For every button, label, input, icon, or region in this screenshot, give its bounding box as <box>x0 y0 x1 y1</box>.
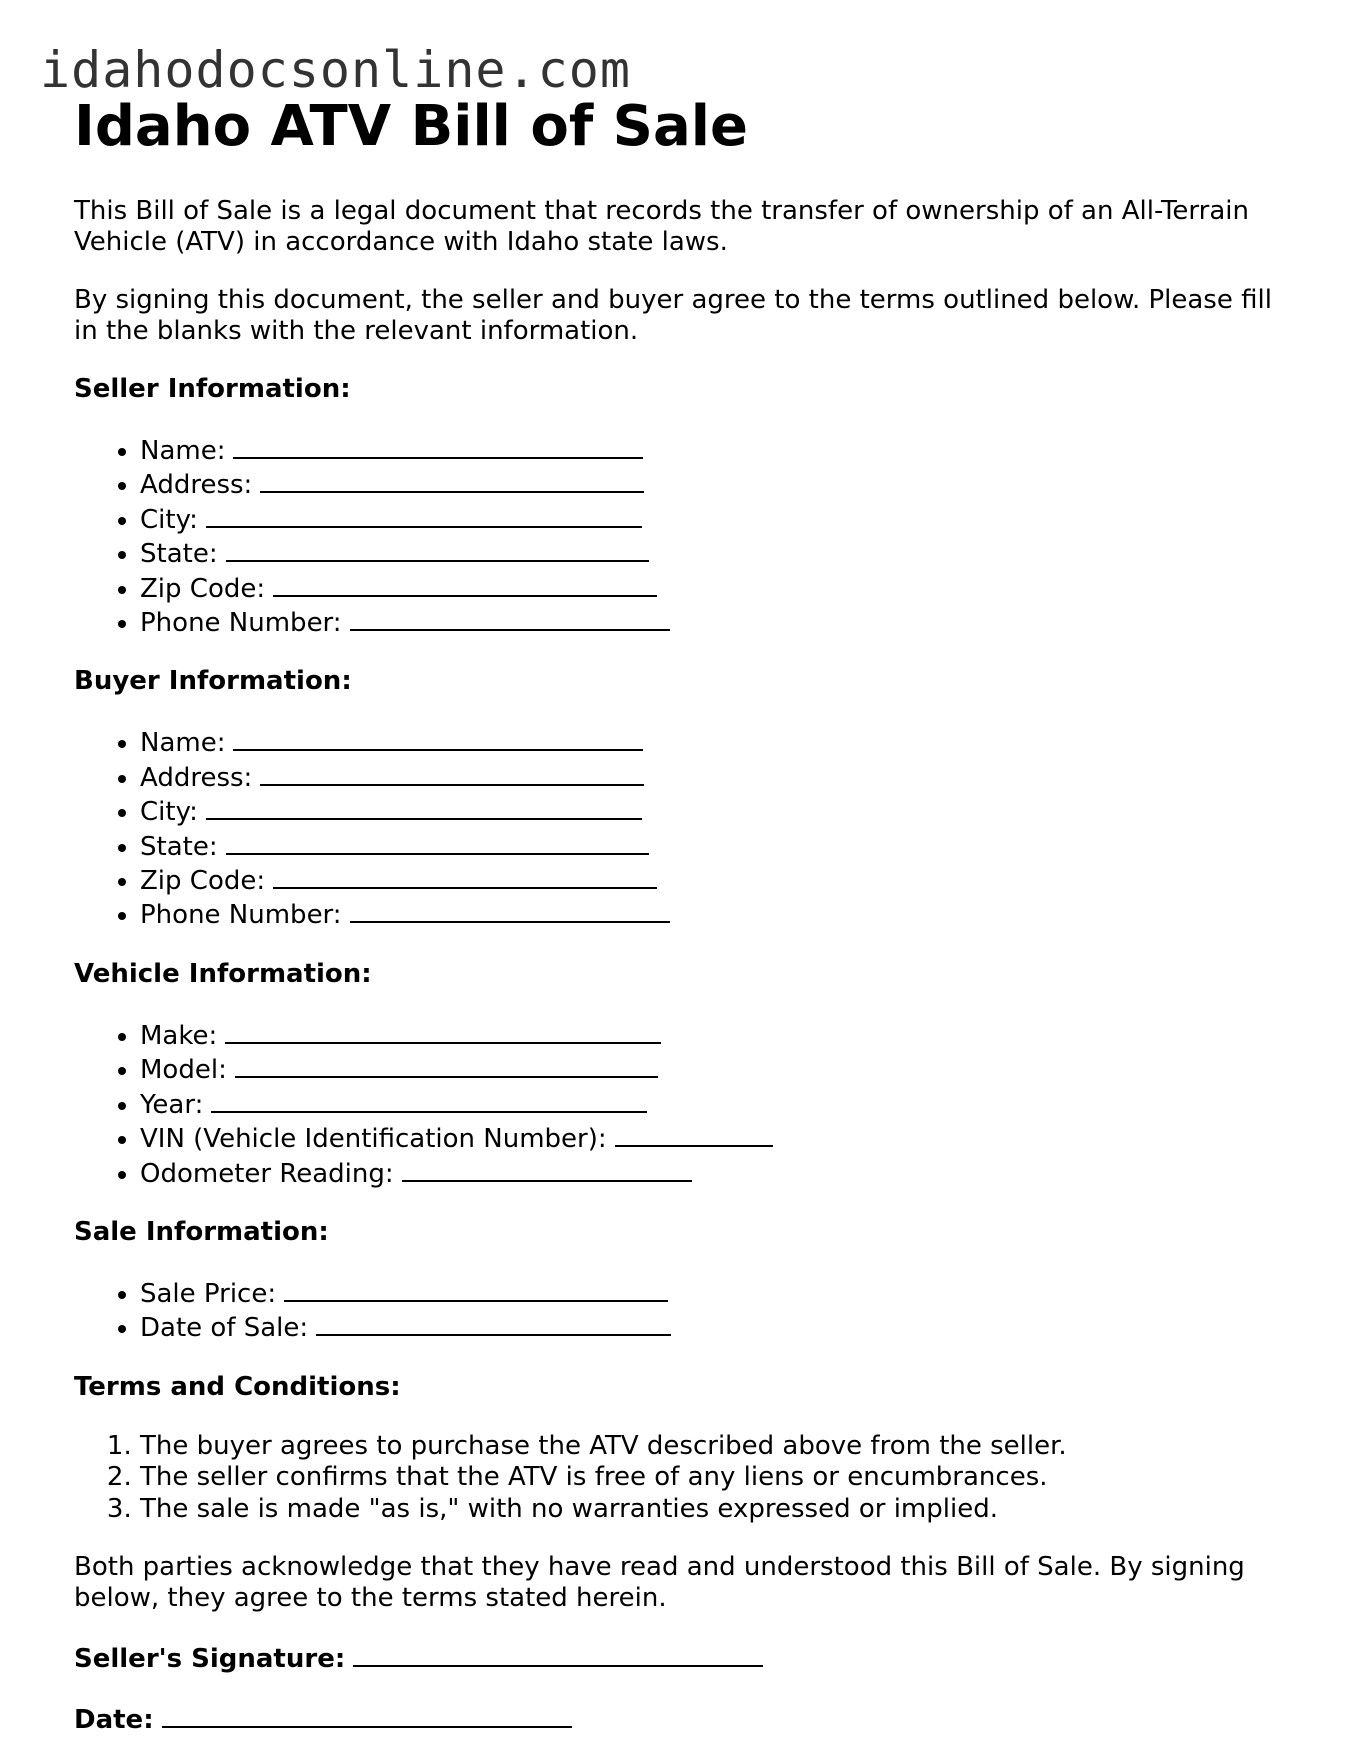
field-label: Zip Code: <box>140 573 266 604</box>
field-label: Name: <box>140 728 226 759</box>
sale-section-heading: Sale Information: <box>74 1216 329 1247</box>
date-label: Date: <box>74 1704 154 1735</box>
sale-date-field <box>140 1310 1274 1344</box>
seller-name-field <box>140 433 1274 467</box>
page-title: Idaho ATV Bill of Sale <box>74 94 748 159</box>
seller-signature-line <box>74 1641 1274 1675</box>
seller-state-field <box>140 536 1274 570</box>
intro-paragraph: By signing this document, the seller and buyer agree to the terms outlined below. Please fill in the blanks with the relevant information. <box>74 285 1272 346</box>
field-label: City: <box>140 504 198 535</box>
watermark: idahodocsonline.com <box>40 41 631 99</box>
buyer-field-list <box>74 725 1274 931</box>
seller-field-list <box>74 433 1274 639</box>
vehicle-vin-blank[interactable] <box>615 1121 773 1147</box>
field-label: City: <box>140 797 198 828</box>
buyer-section-heading: Buyer Information: <box>74 666 352 697</box>
date-line <box>74 1702 1274 1736</box>
vehicle-make-field <box>140 1018 1274 1052</box>
buyer-address-blank[interactable] <box>260 760 644 786</box>
buyer-zip-blank[interactable] <box>273 863 657 889</box>
buyer-phone-blank[interactable] <box>350 897 670 923</box>
buyer-state-field <box>140 829 1274 863</box>
field-label: Make: <box>140 1020 218 1051</box>
seller-phone-field <box>140 605 1274 639</box>
vehicle-model-field <box>140 1052 1274 1086</box>
document-body <box>74 92 1274 1736</box>
field-label: Address: <box>140 470 253 501</box>
field-label: Sale Price: <box>140 1278 277 1309</box>
terms-section-heading: Terms and Conditions: <box>74 1371 401 1402</box>
buyer-state-blank[interactable] <box>226 829 649 855</box>
sale-field-list <box>74 1276 1274 1345</box>
field-label: Model: <box>140 1055 227 1086</box>
sale-price-blank[interactable] <box>284 1276 668 1302</box>
seller-phone-blank[interactable] <box>350 605 670 631</box>
vehicle-odometer-blank[interactable] <box>402 1156 692 1182</box>
buyer-name-blank[interactable] <box>233 725 643 751</box>
field-label: Name: <box>140 436 226 466</box>
field-label: Address: <box>140 762 253 793</box>
seller-city-field <box>140 502 1274 536</box>
field-label: VIN (Vehicle Identification Number): <box>140 1124 607 1155</box>
seller-section-heading: Seller Information: <box>74 374 351 404</box>
sale-date-blank[interactable] <box>316 1310 671 1336</box>
vehicle-year-blank[interactable] <box>211 1087 647 1113</box>
buyer-name-field <box>140 725 1274 759</box>
field-label: Phone Number: <box>140 900 342 931</box>
seller-zip-blank[interactable] <box>273 571 657 597</box>
buyer-city-field <box>140 794 1274 828</box>
closing-paragraph: Both parties acknowledge that they have read and understood this Bill of Sale. By signing below, they agree to the terms stated herein. <box>74 1551 1245 1613</box>
vehicle-model-blank[interactable] <box>235 1052 658 1078</box>
buyer-phone-field <box>140 897 1274 931</box>
buyer-address-field <box>140 760 1274 794</box>
seller-name-blank[interactable] <box>233 433 643 459</box>
vehicle-vin-field <box>140 1121 1274 1155</box>
vehicle-field-list <box>74 1018 1274 1190</box>
vehicle-section-heading: Vehicle Information: <box>74 958 372 989</box>
vehicle-odometer-field <box>140 1156 1274 1190</box>
seller-zip-field <box>140 571 1274 605</box>
buyer-city-blank[interactable] <box>206 794 642 820</box>
seller-state-blank[interactable] <box>226 536 649 562</box>
intro-paragraph: This Bill of Sale is a legal document that records the transfer of ownership of an All-Terrain Vehicle (ATV) in accordance with Idaho state laws. <box>74 196 1249 257</box>
field-label: Date of Sale: <box>140 1313 309 1344</box>
field-label: Year: <box>140 1089 204 1120</box>
field-label: Odometer Reading: <box>140 1158 394 1189</box>
field-label: Phone Number: <box>140 608 342 639</box>
seller-city-blank[interactable] <box>206 502 642 528</box>
field-label: State: <box>140 831 218 862</box>
field-label: State: <box>140 539 218 570</box>
seller-signature-label: Seller's Signature: <box>74 1643 346 1674</box>
field-label: Zip Code: <box>140 866 266 897</box>
sale-price-field <box>140 1276 1274 1310</box>
terms-item: 1. The buyer agrees to purchase the ATV described above from the seller. <box>140 1431 1274 1462</box>
date-blank[interactable] <box>162 1702 572 1728</box>
terms-list <box>74 1431 1274 1525</box>
vehicle-year-field <box>140 1087 1274 1121</box>
seller-signature-blank[interactable] <box>353 1641 763 1667</box>
terms-item: 3. The sale is made "as is," with no warranties expressed or implied. <box>140 1494 1274 1525</box>
terms-item: 2. The seller confirms that the ATV is free of any liens or encumbrances. <box>140 1462 1274 1493</box>
seller-address-blank[interactable] <box>260 467 644 493</box>
vehicle-make-blank[interactable] <box>225 1018 661 1044</box>
seller-address-field <box>140 467 1274 501</box>
buyer-zip-field <box>140 863 1274 897</box>
